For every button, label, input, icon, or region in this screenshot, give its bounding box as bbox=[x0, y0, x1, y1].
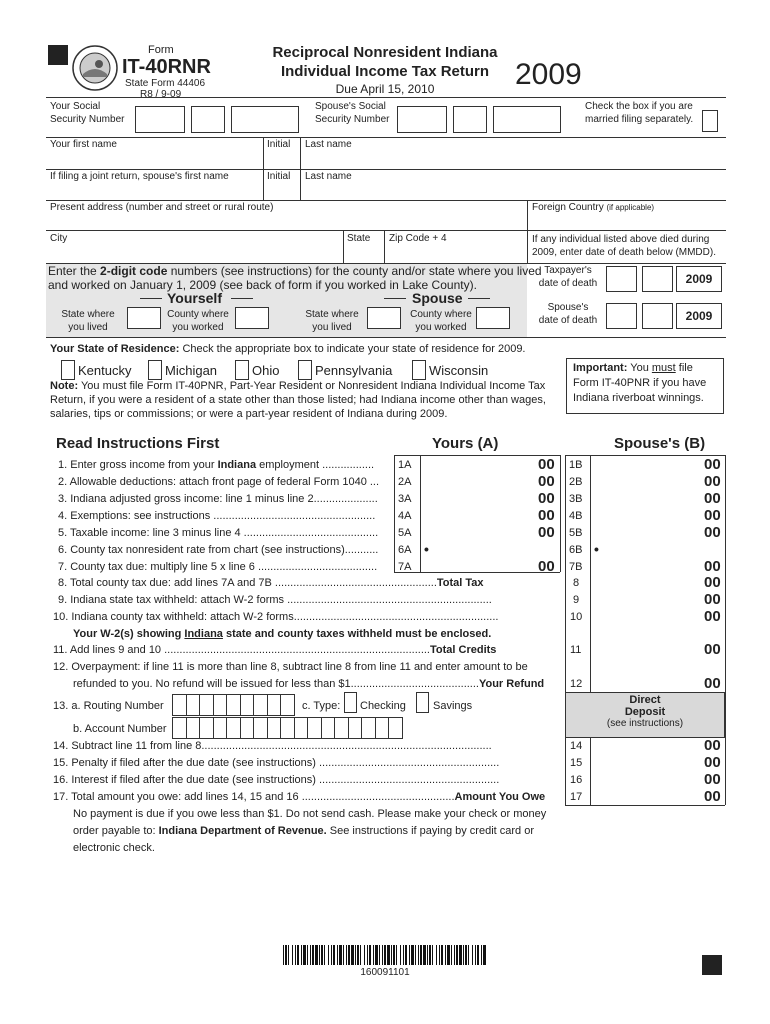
line-13a-label: 13. a. Routing Number bbox=[53, 700, 164, 712]
line-2B-input[interactable] bbox=[591, 473, 701, 489]
barcode-bar bbox=[315, 945, 318, 965]
barcode-bar bbox=[391, 945, 392, 965]
line-6B-input[interactable] bbox=[602, 541, 722, 557]
yourself-heading: Yourself bbox=[167, 290, 222, 306]
box-3A: 3A bbox=[398, 493, 412, 505]
checking-label: Checking bbox=[360, 700, 406, 712]
line-4B-input[interactable] bbox=[591, 507, 701, 523]
line-14-label: 14. Subtract line 11 from line 8............................................................................................... bbox=[53, 740, 492, 752]
barcode-bar bbox=[369, 945, 371, 965]
barcode-bar bbox=[447, 945, 450, 965]
barcode-bar bbox=[292, 945, 293, 965]
spouse-county-worked-box[interactable] bbox=[476, 307, 510, 329]
account-digit-box[interactable] bbox=[226, 717, 241, 739]
account-digit-box[interactable] bbox=[307, 717, 322, 739]
box-6B: 6B bbox=[569, 544, 583, 556]
line-9-input[interactable] bbox=[591, 591, 701, 607]
spouse-state-lived-label: State where you lived bbox=[305, 309, 359, 333]
routing-digit-box[interactable] bbox=[240, 694, 255, 716]
michigan-checkbox[interactable] bbox=[148, 360, 162, 380]
barcode-bar bbox=[432, 945, 433, 965]
barcode-bar bbox=[364, 945, 365, 965]
box-3B: 3B bbox=[569, 493, 583, 505]
barcode-bar bbox=[328, 945, 329, 965]
routing-digit-box[interactable] bbox=[226, 694, 241, 716]
barcode-bar bbox=[379, 945, 380, 965]
box-11: 11 bbox=[570, 644, 582, 656]
account-digit-box[interactable] bbox=[375, 717, 390, 739]
barcode-bar bbox=[355, 945, 356, 965]
barcode-bar bbox=[429, 945, 431, 965]
tax-year: 2009 bbox=[515, 58, 582, 91]
line-8-input[interactable] bbox=[591, 574, 701, 590]
line-8-cents: 00 bbox=[704, 574, 721, 591]
county-worked-label: County where you worked bbox=[167, 309, 229, 333]
barcode-bar bbox=[333, 945, 335, 965]
barcode-bar bbox=[441, 945, 443, 965]
barcode-bar bbox=[409, 945, 410, 965]
direct-deposit-line1: Direct bbox=[629, 694, 661, 706]
county-instructions-line1: Enter the 2-digit code numbers (see instructions) for the county and/or state where you lived bbox=[48, 264, 542, 278]
pennsylvania-checkbox[interactable] bbox=[298, 360, 312, 380]
line-7-label: 7. County tax due: multiply line 5 x line 6 ....................................... bbox=[58, 561, 378, 573]
barcode-bar bbox=[420, 945, 422, 965]
barcode-bar bbox=[324, 945, 325, 965]
spouse-state-lived-box[interactable] bbox=[367, 307, 401, 329]
state-label: State bbox=[347, 233, 371, 244]
line-12-continued: refunded to you. No refund will be issued for less than $1..........................................Your Refund bbox=[73, 678, 545, 690]
state-lived-box[interactable] bbox=[127, 307, 161, 329]
line-6B-decimal: • bbox=[594, 541, 599, 557]
barcode-bar bbox=[382, 945, 383, 965]
line-3B-cents: 00 bbox=[704, 490, 721, 507]
line-17-input[interactable] bbox=[591, 788, 701, 804]
box-12: 12 bbox=[570, 678, 583, 690]
line-13c-label: c. Type: bbox=[302, 700, 341, 712]
barcode-bar bbox=[472, 945, 473, 965]
barcode-bar bbox=[465, 945, 467, 965]
line-6-label: 6. County tax nonresident rate from chart (see instructions)........... bbox=[58, 544, 379, 556]
barcode-bar bbox=[357, 945, 359, 965]
barcode-bar bbox=[427, 945, 428, 965]
line-1-label: 1. Enter gross income from your Indiana employment ................. bbox=[58, 459, 375, 471]
married-separately-label: Check the box if you are married filing separately. bbox=[585, 101, 694, 125]
note-line1: Note: You must file Form IT-40PNR, Part-Year Resident or Nonresident Indiana Individual Income Tax bbox=[50, 380, 546, 392]
first-name-label: Your first name bbox=[50, 139, 117, 150]
box-2B: 2B bbox=[569, 476, 583, 488]
account-digit-box[interactable] bbox=[172, 717, 187, 739]
your-ssn-box-2[interactable] bbox=[191, 106, 225, 133]
line-4B-cents: 00 bbox=[704, 507, 721, 524]
box-9: 9 bbox=[573, 594, 580, 606]
pennsylvania-label: Pennsylvania bbox=[315, 363, 393, 378]
box-7A: 7A bbox=[398, 561, 412, 573]
barcode-bar bbox=[375, 945, 378, 965]
account-digit-box[interactable] bbox=[186, 717, 201, 739]
note-line3: salaries, tips or commissions; or were a part-year resident of Indiana during 2009. bbox=[50, 408, 448, 420]
your-ssn-box-1[interactable] bbox=[135, 106, 185, 133]
line-14-cents: 00 bbox=[704, 737, 721, 754]
wisconsin-label: Wisconsin bbox=[429, 363, 489, 378]
barcode-bar bbox=[367, 945, 368, 965]
line-12-cents: 00 bbox=[704, 675, 721, 692]
box-5A: 5A bbox=[398, 527, 412, 539]
box-6A: 6A bbox=[398, 544, 412, 556]
savings-checkbox[interactable] bbox=[416, 692, 429, 713]
barcode-bar bbox=[483, 945, 486, 965]
box-4B: 4B bbox=[569, 510, 583, 522]
spouse-ssn-box-2[interactable] bbox=[453, 106, 487, 133]
barcode-bar bbox=[321, 945, 323, 965]
your-ssn-label: Your Social Security Number bbox=[50, 101, 125, 125]
box-5B: 5B bbox=[569, 527, 583, 539]
barcode-bar bbox=[312, 945, 314, 965]
barcode-bar bbox=[319, 945, 320, 965]
line-3A-input[interactable] bbox=[421, 490, 536, 506]
city-label: City bbox=[50, 233, 68, 244]
line-10-label: 10. Indiana county tax withheld: attach W-2 forms................................................................... bbox=[53, 611, 499, 623]
spouse-heading: Spouse bbox=[412, 290, 463, 306]
routing-digit-box[interactable] bbox=[172, 694, 187, 716]
spouse-death-label: Spouse's date of death bbox=[538, 302, 598, 326]
married-separately-checkbox[interactable] bbox=[702, 110, 718, 132]
line-4-label: 4. Exemptions: see instructions ..................................................... bbox=[58, 510, 376, 522]
line-17-cents: 00 bbox=[704, 788, 721, 805]
taxpayer-death-month-box[interactable] bbox=[606, 266, 637, 292]
spouse-death-month-box[interactable] bbox=[606, 303, 637, 329]
line-6A-decimal: • bbox=[424, 541, 429, 557]
due-date: Due April 15, 2010 bbox=[335, 82, 435, 96]
spouse-ssn-box-3[interactable] bbox=[493, 106, 561, 133]
box-16: 16 bbox=[570, 774, 583, 786]
line-12-label: 12. Overpayment: if line 11 is more than line 8, subtract line 8 from line 11 and enter amount to be bbox=[53, 661, 528, 673]
last-name-label: Last name bbox=[305, 139, 352, 150]
barcode-bar bbox=[393, 945, 395, 965]
barcode-bar bbox=[439, 945, 440, 965]
your-ssn-box-3[interactable] bbox=[231, 106, 299, 133]
box-17: 17 bbox=[570, 791, 583, 803]
line-5-label: 5. Taxable income: line 3 minus line 4 ............................................ bbox=[58, 527, 379, 539]
barcode-bar bbox=[337, 945, 338, 965]
barcode-bar bbox=[468, 945, 469, 965]
line-5B-input[interactable] bbox=[591, 524, 701, 540]
direct-deposit-line3: (see instructions) bbox=[606, 718, 684, 729]
barcode-bar bbox=[348, 945, 350, 965]
county-worked-box[interactable] bbox=[235, 307, 269, 329]
line-13b-label: b. Account Number bbox=[73, 723, 167, 735]
account-digit-box[interactable] bbox=[334, 717, 349, 739]
line-16-input[interactable] bbox=[591, 771, 701, 787]
spouse-death-year: 2009 bbox=[676, 303, 722, 329]
line-15-input[interactable] bbox=[591, 754, 701, 770]
spouse-last-name-label: Last name bbox=[305, 171, 352, 182]
account-digit-box[interactable] bbox=[388, 717, 403, 739]
line-11-input[interactable] bbox=[591, 641, 701, 657]
routing-digit-box[interactable] bbox=[280, 694, 295, 716]
registration-mark-bottom-right bbox=[702, 955, 722, 975]
box-7B: 7B bbox=[569, 561, 583, 573]
line-3-label: 3. Indiana adjusted gross income: line 1 minus line 2..................... bbox=[58, 493, 378, 505]
line-6A-input[interactable] bbox=[432, 541, 558, 557]
yours-column-heading: Yours (A) bbox=[432, 435, 499, 452]
line-11-label: 11. Add lines 9 and 10 .......................................................................................Total Credits bbox=[53, 644, 497, 656]
barcode-bar bbox=[384, 945, 386, 965]
account-digit-box[interactable] bbox=[321, 717, 336, 739]
spouse-ssn-box-1[interactable] bbox=[397, 106, 447, 133]
line-15-label: 15. Penalty if filed after the due date (see instructions) ........................................................... bbox=[53, 757, 500, 769]
death-note: If any individual listed above died during 2009, enter date of death below (MMDD). bbox=[532, 234, 716, 258]
form-title-line1: Reciprocal Nonresident Indiana bbox=[272, 44, 498, 61]
spouse-ssn-label: Spouse's Social Security Number bbox=[315, 101, 390, 125]
box-10: 10 bbox=[570, 611, 583, 623]
account-digit-box[interactable] bbox=[253, 717, 268, 739]
line-5B-cents: 00 bbox=[704, 524, 721, 541]
barcode-bar bbox=[343, 945, 344, 965]
barcode-bar bbox=[360, 945, 361, 965]
box-1A: 1A bbox=[398, 459, 412, 471]
important-line2: Form IT-40PNR if you have bbox=[573, 377, 707, 389]
foreign-country-label: Foreign Country (if applicable) bbox=[532, 202, 655, 213]
box-2A: 2A bbox=[398, 476, 412, 488]
payment-note-line2: order payable to: Indiana Department of Revenue. See instructions if paying by credit card or bbox=[73, 825, 534, 837]
account-digit-box[interactable] bbox=[199, 717, 214, 739]
barcode-bar bbox=[396, 945, 397, 965]
line-9-label: 9. Indiana state tax withheld: attach W-2 forms ................................................................... bbox=[58, 594, 492, 606]
barcode bbox=[283, 945, 487, 965]
line-15-cents: 00 bbox=[704, 754, 721, 771]
box-14: 14 bbox=[570, 740, 583, 752]
account-digit-box[interactable] bbox=[294, 717, 309, 739]
barcode-bar bbox=[411, 945, 414, 965]
barcode-number: 160091101 bbox=[360, 967, 410, 978]
spouse-death-day-box[interactable] bbox=[642, 303, 673, 329]
account-digit-box[interactable] bbox=[348, 717, 363, 739]
line-2-label: 2. Allowable deductions: attach front page of federal Form 1040 ... bbox=[58, 476, 380, 488]
taxpayer-death-year: 2009 bbox=[676, 266, 722, 292]
barcode-bar bbox=[459, 945, 462, 965]
note-line2: Return, if you were a resident of a state other than those listed; had Indiana income other than wages, bbox=[50, 394, 546, 406]
routing-digit-box[interactable] bbox=[186, 694, 201, 716]
routing-digit-box[interactable] bbox=[253, 694, 268, 716]
account-digit-box[interactable] bbox=[267, 717, 282, 739]
barcode-bar bbox=[400, 945, 401, 965]
barcode-bar bbox=[285, 945, 287, 965]
address-label: Present address (number and street or rural route) bbox=[50, 202, 274, 213]
form-title-line2: Individual Income Tax Return bbox=[280, 63, 490, 80]
line-4A-cents: 00 bbox=[538, 507, 555, 524]
barcode-bar bbox=[283, 945, 284, 965]
line-17-label: 17. Total amount you owe: add lines 14, 15 and 16 ..................................................Amount You Owe bbox=[53, 791, 546, 803]
barcode-bar bbox=[387, 945, 390, 965]
line-9-cents: 00 bbox=[704, 591, 721, 608]
barcode-bar bbox=[451, 945, 452, 965]
box-15: 15 bbox=[570, 757, 583, 769]
line-2A-cents: 00 bbox=[538, 473, 555, 490]
form-revision: R8 / 9-09 bbox=[140, 89, 182, 100]
barcode-bar bbox=[415, 945, 416, 965]
box-1B: 1B bbox=[569, 459, 583, 471]
barcode-bar bbox=[297, 945, 299, 965]
line-16-label: 16. Interest if filed after the due date (see instructions) ........................................................... bbox=[53, 774, 500, 786]
line-8-label: 8. Total county tax due: add lines 7A and 7B .....................................................Total Tax bbox=[58, 577, 484, 589]
line-1A-cents: 00 bbox=[538, 456, 555, 473]
barcode-bar bbox=[454, 945, 455, 965]
savings-label: Savings bbox=[433, 700, 473, 712]
barcode-bar bbox=[475, 945, 476, 965]
state-lived-label: State where you lived bbox=[61, 309, 115, 333]
barcode-bar bbox=[310, 945, 311, 965]
barcode-bar bbox=[339, 945, 342, 965]
ohio-label: Ohio bbox=[252, 363, 280, 378]
account-digit-box[interactable] bbox=[361, 717, 376, 739]
zip-label: Zip Code + 4 bbox=[389, 233, 447, 244]
checking-checkbox[interactable] bbox=[344, 692, 357, 713]
important-line1: Important: You must file bbox=[573, 362, 693, 374]
line-5A-input[interactable] bbox=[421, 524, 536, 540]
barcode-bar bbox=[481, 945, 482, 965]
barcode-bar bbox=[295, 945, 296, 965]
box-8: 8 bbox=[573, 577, 580, 589]
barcode-bar bbox=[418, 945, 419, 965]
barcode-bar bbox=[456, 945, 458, 965]
residence-prompt: Your State of Residence: Check the appropriate box to indicate your state of residence for 2009. bbox=[50, 343, 526, 355]
spouse-county-worked-label: County where you worked bbox=[410, 309, 472, 333]
kentucky-checkbox[interactable] bbox=[61, 360, 75, 380]
barcode-bar bbox=[477, 945, 479, 965]
spouses-column-heading: Spouse's (B) bbox=[614, 435, 706, 452]
payment-note-line1: No payment is due if you owe less than $1. Do not send cash. Please make your check or money bbox=[73, 808, 547, 820]
account-digit-box[interactable] bbox=[240, 717, 255, 739]
routing-digit-box[interactable] bbox=[213, 694, 228, 716]
line-14-input[interactable] bbox=[591, 737, 701, 753]
taxpayer-death-label: Taxpayer's date of death bbox=[538, 265, 598, 289]
barcode-bar bbox=[307, 945, 308, 965]
barcode-bar bbox=[301, 945, 302, 965]
barcode-bar bbox=[373, 945, 374, 965]
line-7A-cents: 00 bbox=[538, 558, 555, 575]
county-instructions-line2: and worked on January 1, 2009 (see back of form if you worked in Lake County). bbox=[48, 278, 477, 292]
line-7B-cents: 00 bbox=[704, 558, 721, 575]
barcode-bar bbox=[405, 945, 407, 965]
registration-mark-top-left bbox=[48, 45, 68, 65]
line-12-input[interactable] bbox=[591, 675, 701, 691]
taxpayer-death-day-box[interactable] bbox=[642, 266, 673, 292]
line-16-cents: 00 bbox=[704, 771, 721, 788]
barcode-bar bbox=[423, 945, 426, 965]
line-3B-input[interactable] bbox=[591, 490, 701, 506]
barcode-bar bbox=[346, 945, 347, 965]
line-5A-cents: 00 bbox=[538, 524, 555, 541]
line-2B-cents: 00 bbox=[704, 473, 721, 490]
barcode-bar bbox=[445, 945, 446, 965]
barcode-bar bbox=[436, 945, 437, 965]
line-4A-input[interactable] bbox=[421, 507, 536, 523]
spouse-first-name-label: If filing a joint return, spouse's first name bbox=[50, 171, 229, 182]
wisconsin-checkbox[interactable] bbox=[412, 360, 426, 380]
spouse-initial-label: Initial bbox=[267, 171, 291, 182]
state-form-number: State Form 44406 bbox=[125, 78, 206, 89]
routing-digit-box[interactable] bbox=[199, 694, 214, 716]
form-label: Form bbox=[148, 44, 174, 56]
form-number: IT-40RNR bbox=[122, 56, 211, 78]
ohio-checkbox[interactable] bbox=[235, 360, 249, 380]
account-digit-box[interactable] bbox=[280, 717, 295, 739]
line-7B-input[interactable] bbox=[591, 558, 701, 574]
indiana-seal-icon bbox=[71, 44, 119, 92]
line-3A-cents: 00 bbox=[538, 490, 555, 507]
read-instructions-heading: Read Instructions First bbox=[56, 435, 220, 452]
line-1A-input[interactable] bbox=[421, 456, 536, 472]
important-line3: Indiana riverboat winnings. bbox=[573, 392, 704, 404]
box-4A: 4A bbox=[398, 510, 412, 522]
michigan-label: Michigan bbox=[165, 363, 218, 378]
barcode-bar bbox=[463, 945, 464, 965]
line-1B-cents: 00 bbox=[704, 456, 721, 473]
line-2A-input[interactable] bbox=[421, 473, 536, 489]
initial-label: Initial bbox=[267, 139, 291, 150]
line-10-cents: 00 bbox=[704, 608, 721, 625]
account-digit-box[interactable] bbox=[213, 717, 228, 739]
barcode-bar bbox=[331, 945, 332, 965]
direct-deposit-line2: Deposit bbox=[624, 706, 666, 718]
line-11-cents: 00 bbox=[704, 641, 721, 658]
barcode-bar bbox=[288, 945, 289, 965]
payment-note-line3: electronic check. bbox=[73, 842, 155, 854]
routing-digit-box[interactable] bbox=[267, 694, 282, 716]
line-1B-input[interactable] bbox=[591, 456, 701, 472]
line-10-input[interactable] bbox=[591, 608, 701, 624]
barcode-bar bbox=[403, 945, 404, 965]
kentucky-label: Kentucky bbox=[78, 363, 132, 378]
barcode-bar bbox=[351, 945, 354, 965]
w2-notice: Your W-2(s) showing Indiana state and county taxes withheld must be enclosed. bbox=[73, 628, 492, 640]
barcode-bar bbox=[303, 945, 306, 965]
